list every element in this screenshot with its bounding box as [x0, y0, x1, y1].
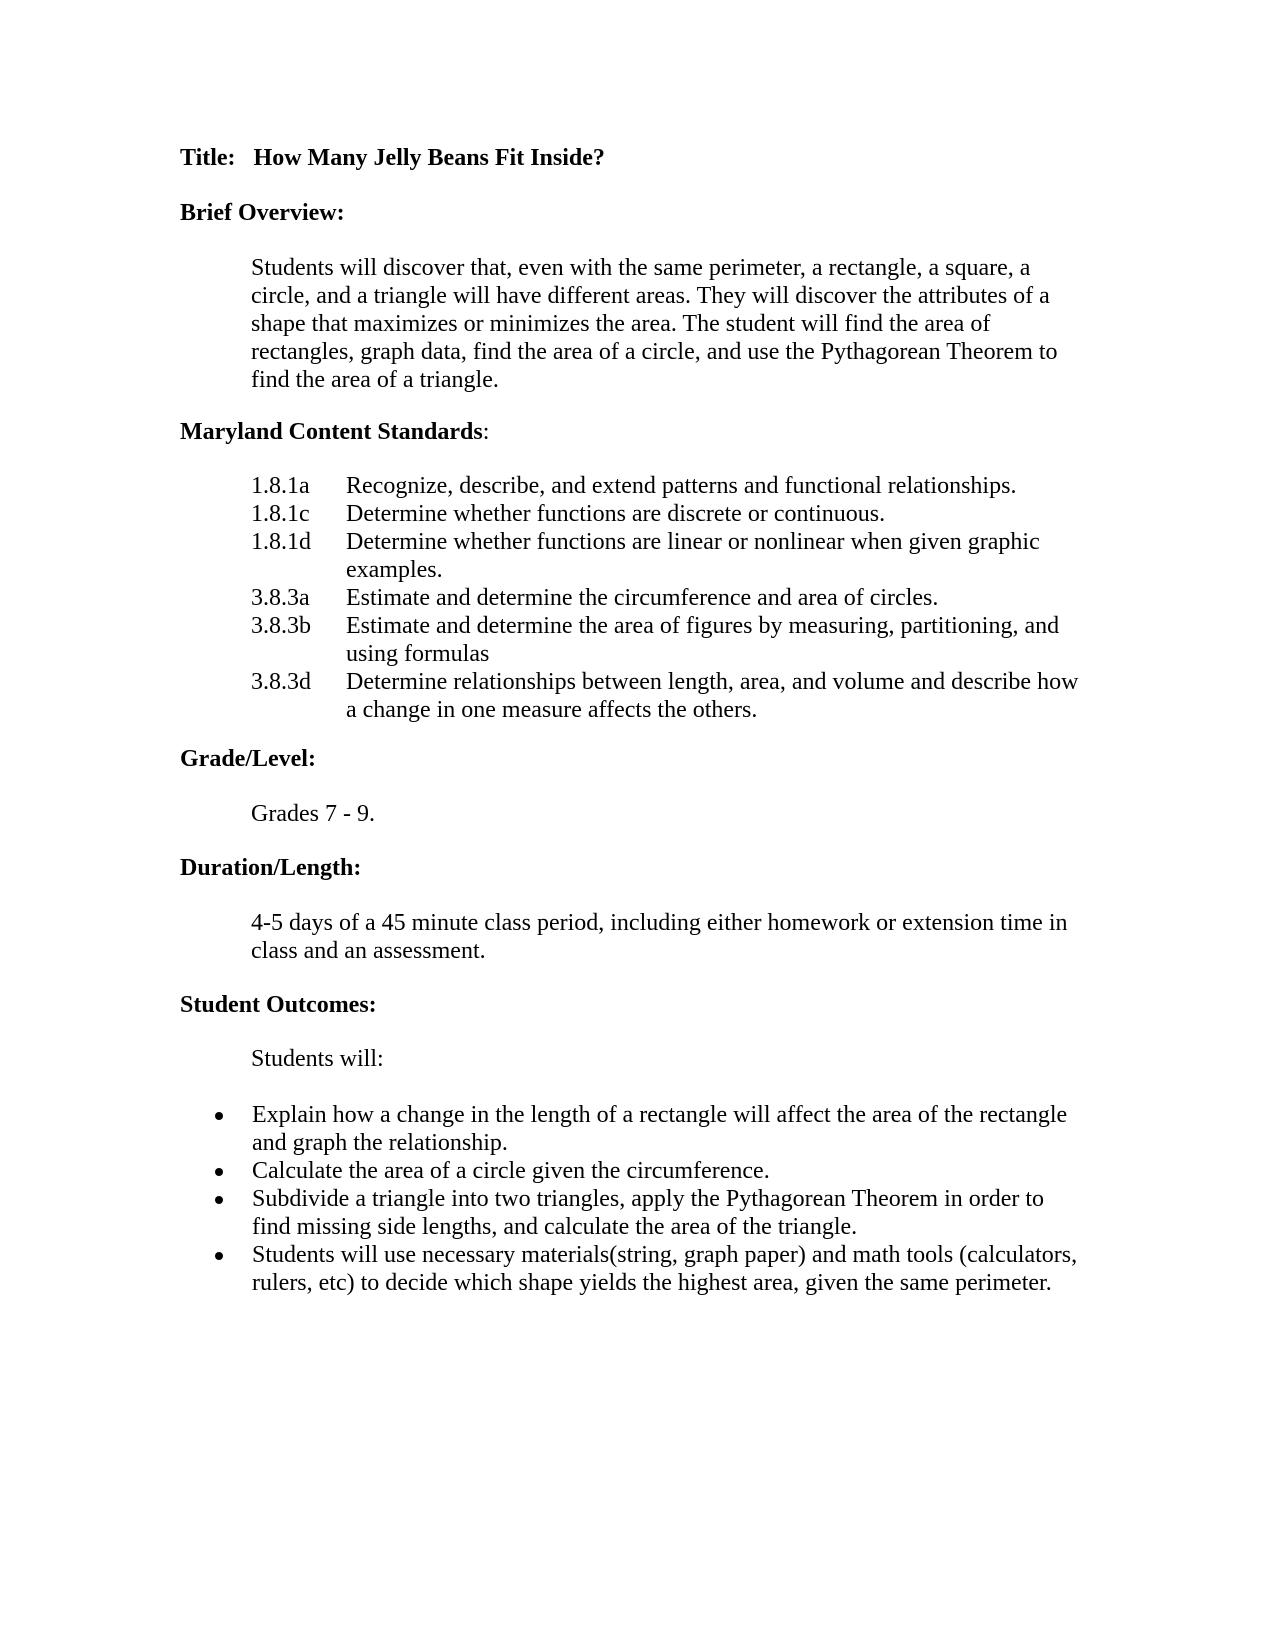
list-item [210, 1101, 1080, 1157]
bullet-icon [215, 1112, 223, 1120]
grade-body: Grades 7 - 9. [251, 801, 375, 827]
duration-heading: Duration/Length: [180, 855, 362, 881]
standards-heading-colon: : [482, 419, 490, 445]
title-label: Title: [180, 145, 236, 171]
grade-heading: Grade/Level: [180, 746, 316, 772]
standard-text: Determine whether functions are discrete or continuous. [346, 501, 886, 527]
standard-item [251, 528, 1081, 584]
document-title [180, 144, 1080, 172]
bullet-icon [215, 1252, 223, 1260]
outcome-text: Subdivide a triangle into two triangles, apply the Pythagorean Theorem in order to find missing side lengths, and calculate the area of the triangle. [252, 1186, 1045, 1240]
standards-heading: Maryland Content Standards [180, 419, 483, 445]
standard-code: 3.8.3a [251, 585, 310, 611]
list-item [210, 1157, 1080, 1185]
overview-heading: Brief Overview: [180, 200, 345, 226]
standards-heading-line [180, 418, 1080, 446]
outcomes-intro: Students will: [251, 1046, 384, 1072]
list-item [210, 1241, 1080, 1297]
standard-item [251, 472, 1081, 500]
bullet-icon [215, 1196, 223, 1204]
duration-body: 4-5 days of a 45 minute class period, including either homework or extension time in class and an assessment. [251, 910, 1068, 964]
standard-text: Recognize, describe, and extend patterns and functional relationships. [346, 473, 1017, 499]
list-item [210, 1185, 1080, 1241]
standard-text: Determine relationships between length, area, and volume and describe how a change in one measure affects the others. [346, 669, 1079, 723]
standard-code: 3.8.3b [251, 613, 311, 639]
standard-code: 1.8.1a [251, 473, 310, 499]
outcomes-list [210, 1101, 1080, 1297]
standard-item [251, 668, 1081, 724]
standard-text: Determine whether functions are linear or nonlinear when given graphic examples. [346, 529, 1040, 583]
standard-item [251, 584, 1081, 612]
outcome-text: Explain how a change in the length of a rectangle will affect the area of the rectangle and graph the relationship. [252, 1102, 1068, 1156]
standard-code: 1.8.1d [251, 529, 311, 555]
bullet-icon [215, 1168, 223, 1176]
standard-item [251, 612, 1081, 668]
overview-body: Students will discover that, even with the same perimeter, a rectangle, a square, a circle, and a triangle will have different areas. They will discover the attributes of a shape that maximizes or minimizes the area. The student will find the area of rectangles, graph data, find the area of a circle, and use the Pythagorean Theorem to find the area of a triangle. [251, 255, 1058, 393]
standard-item [251, 500, 1081, 528]
standard-text: Estimate and determine the area of figures by measuring, partitioning, and using formulas [346, 613, 1060, 667]
outcomes-heading: Student Outcomes: [180, 992, 377, 1018]
outcome-text: Students will use necessary materials(string, graph paper) and math tools (calculators, rulers, etc) to decide which shape yields the highest area, given the same perimeter. [252, 1242, 1078, 1296]
standards-list [251, 472, 1081, 724]
title-text: How Many Jelly Beans Fit Inside? [253, 145, 605, 171]
standard-text: Estimate and determine the circumference and area of circles. [346, 585, 939, 611]
outcome-text: Calculate the area of a circle given the circumference. [252, 1158, 770, 1184]
standard-code: 3.8.3d [251, 669, 311, 695]
standard-code: 1.8.1c [251, 501, 310, 527]
